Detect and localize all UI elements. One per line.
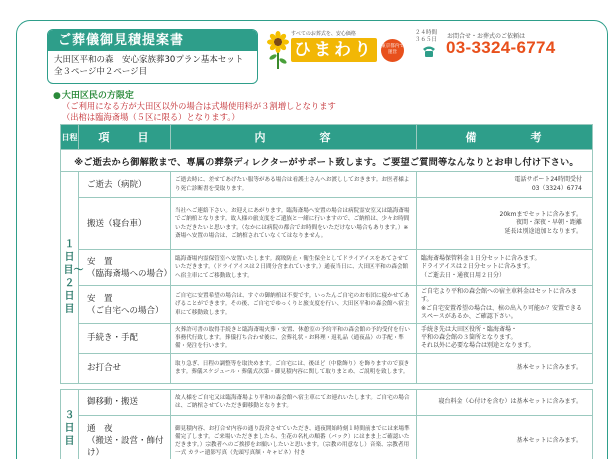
row-remark: 基本セットに含みます。 — [417, 353, 593, 383]
row-content: 火葬許可書の取得手続きと臨海斎場火葬・安置、休憩室の予約平和の森会館の予約受付を行い事務代行致します。葬儀打ち合わせ後に、会葬礼状・お料理・返礼品（通夜品）の手配・準備・発注を行います。 — [171, 324, 417, 354]
row-item: 手続き・手配 — [79, 324, 171, 354]
page-title: ご葬儀御見積提案書 — [48, 30, 257, 51]
row-remark: 手続き先は大田区役所・臨海斎場・ 平和の森会館の３箇所となります。 それ以外に必要な場合は別途となります。 — [417, 324, 593, 354]
header-remark: 備 考 — [417, 125, 593, 150]
day1-label: １日目〜２日目 — [61, 172, 79, 384]
row-content: ご逝去時に、差せてあげたい服等がある場合は看護士さんへお渡ししておきます。お医者様より死亡診断書を受取ります。 — [171, 172, 417, 198]
notice-row — [61, 150, 593, 172]
table-row — [61, 415, 593, 459]
table-row — [61, 172, 593, 198]
table-row — [61, 324, 593, 354]
sunflower-icon — [267, 31, 289, 69]
area-title: ● 大田区民の方限定 — [53, 88, 134, 101]
contact-label: お問合せ・お葬式のご依頼は — [447, 33, 526, 40]
estimate-table — [60, 124, 593, 459]
row-item: 御移動・搬送 — [79, 389, 171, 415]
service-hours: ２４時間 ３６５日 — [414, 30, 437, 43]
table-header-row — [61, 125, 593, 150]
row-item: お打合せ — [79, 353, 171, 383]
brand-badge: 東京都内で運営 — [381, 39, 404, 62]
row-remark: 基本セットに含みます。 — [417, 415, 593, 459]
row-content: 故人様をご自宅又は臨海斎場より平和の森会館へ宿主車にてお連れいたします。ご自宅の場合は、ご納棺させていただき御移動となります。 — [171, 389, 417, 415]
area-note-surcharge: （ご利用になる方が大田区以外の場合は式場使用料が３割増しとなります — [62, 101, 336, 111]
row-item: 通 夜 （搬送・設営・飾付け） — [79, 415, 171, 459]
support-notice: ※ご逝去から御解散まで、専属の葬祭ディレクターがサポート致します。ご要望ご質問等なんなりとお申し付け下さい。 — [61, 150, 593, 172]
header-content: 内 容 — [171, 125, 417, 150]
row-remark: 電話サポート24時間受付 03（3324）6774 — [417, 172, 593, 198]
plan-subtitle — [48, 51, 257, 78]
row-content: 御見積内容、お打合せ内容の通り設営させていただき、通夜開始時刻１時間前までには来場準備完了します。ご来場いただきましたら、生花の名札の順番（バック）にはまま上ご確認いただきます。）宗教者へのご挨拶をお願いしたいと思います。（宗教の用意なし）音楽、宗教者用一式 カラー遺影写真（先頭写真額・キャビネ）付き — [171, 415, 417, 459]
brand-name: ひまわり — [291, 38, 377, 62]
brand-tagline: すべてのお葬式を、安心価格 — [291, 31, 356, 37]
table-row — [61, 250, 593, 286]
header-day: 日程 — [61, 125, 79, 150]
phone-number[interactable]: 03-3324-6774 — [446, 38, 556, 57]
row-content: 当社へご連絡下さい。お迎えにあがります。臨海斎場へ安置の場合は病院霊安室又は臨海斎場でご納棺となります。故人様の旅支度をご遺族と一緒に行いますので、ご納棺は、少々お時間いただきたいと思います。（なかには病院の都合でお時間をいただけない場合もあります。）※斎場へ安置の場合は、ご納棺されていなくてはなりません。 — [171, 198, 417, 250]
table-row — [61, 198, 593, 250]
row-remark: ご自宅より平和の森会館への宿主車料金はセットに含みます。 ※ご自宅安置希望の場合は、棺の出入り可能か？安置できるスペースがあるか、ご確認下さい。 — [417, 286, 593, 324]
header-item: 項 目 — [79, 125, 171, 150]
page-count: 全３ページ中２ページ目 — [54, 67, 148, 77]
himawari-logo — [264, 28, 414, 76]
day3-label: ３日目 — [61, 389, 79, 459]
row-item: 安 置 （ご自宅への場合） — [79, 286, 171, 324]
row-remark: 寝台料金（心付けを含む）は基本セットに含みます。 — [417, 389, 593, 415]
row-content: 臨海斎場内霊保管室へ安置いたします。腐敗防止・衛生保全としてドライアイスをあてさせていただきます。（ドライアイスは２日間分含まれています。）通夜当日に、大田区平和の森会館へ宿主車にてご移動致します。 — [171, 250, 417, 286]
row-remark: 20kmまでセットに含みます。 夜間・深夜・早朝・距離 延長は別途追加となります。 — [417, 198, 593, 250]
row-item: 搬送（寝台車） — [79, 198, 171, 250]
table-row — [61, 389, 593, 415]
table-row — [61, 286, 593, 324]
phone-icon — [422, 45, 436, 57]
plan-name: 大田区平和の森 安心家族葬30プラン基本セット — [54, 55, 244, 65]
row-remark: 臨海斎場保管料金１日分セットに含みます。 ドライアイスは２日分セットに含みます。 （ご逝去日・通夜日用２日分） — [417, 250, 593, 286]
table-row — [61, 353, 593, 383]
row-content: ご自宅に安置希望の場合は、すぐの御納棺は不要です。いったんご自宅のお布団に寝かせてあげることができます。その後、ご自宅でゆっくりと旅支度を行い、大田区平和の森会館へ宿主車にて移動致します。 — [171, 286, 417, 324]
row-content: 取り急ぎ、日程の調整等を取決めます。ご自宅には、後ほど（中陰飾り）を飾りますので頂きます。葬儀スケジュール・葬儀式次第・御見積内容に関して取りまとめ、ご説明を致します。 — [171, 353, 417, 383]
title-box — [47, 29, 258, 84]
row-item: 安 置 （臨海斎場への場合） — [79, 250, 171, 286]
area-note-cremation: （出棺は臨海斎場（５区に限る）となります。） — [62, 112, 240, 122]
row-item: ご逝去（病院） — [79, 172, 171, 198]
